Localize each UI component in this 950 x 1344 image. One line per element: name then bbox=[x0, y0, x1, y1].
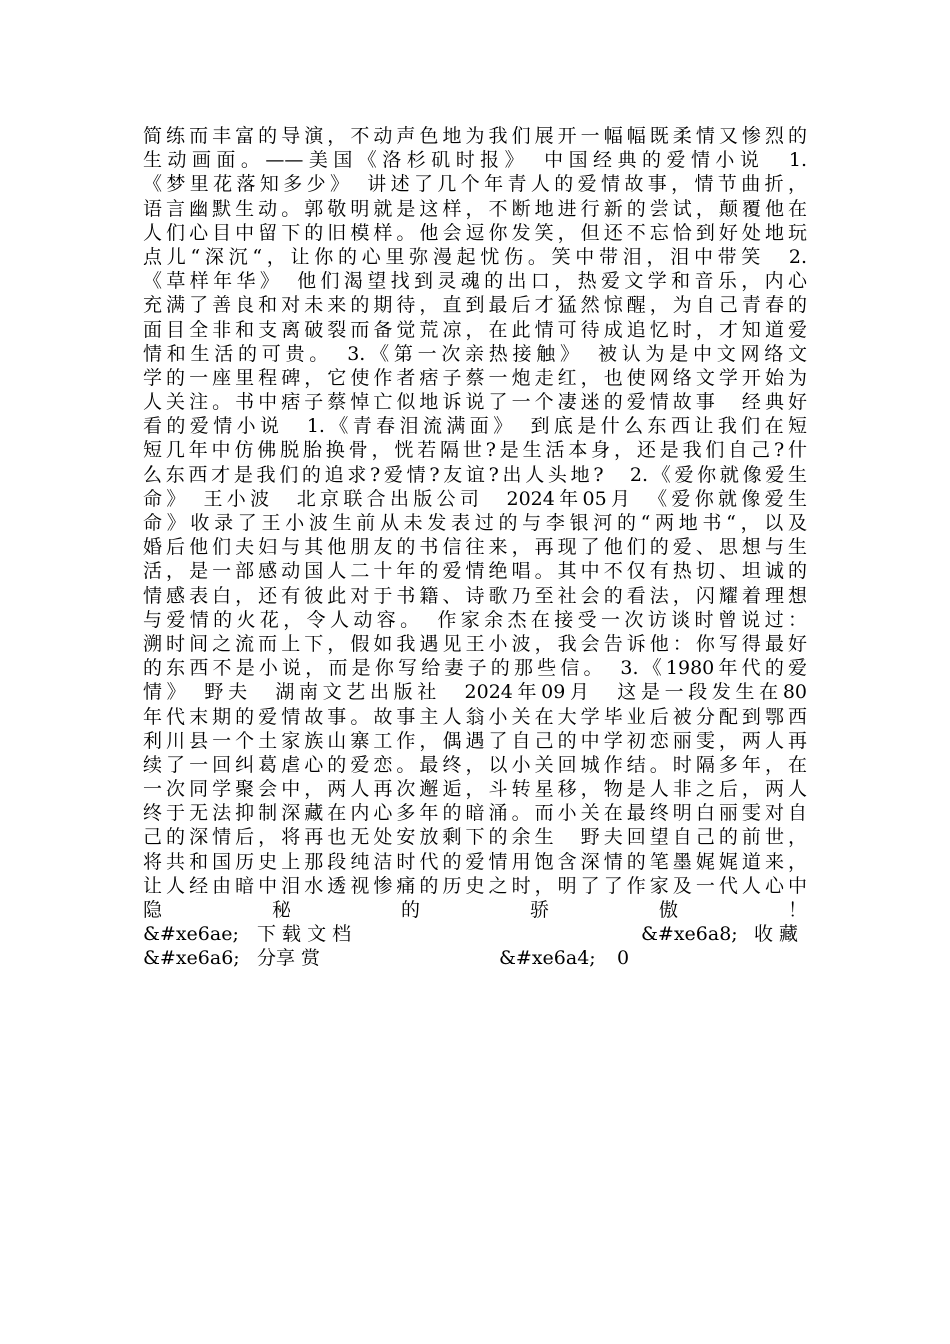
text-line: 简练而丰富的导演，不动声色地为我们展开一幅幅既柔情又惨烈的 bbox=[143, 125, 807, 147]
text-line: 续了一回纠葛虐心的爱恋。最终，以小关回城作结。时隔多年，在 bbox=[143, 753, 807, 776]
text-line: 语言幽默生动。郭敬明就是这样，不断地进行新的尝试，颠覆他在 bbox=[143, 197, 807, 220]
text-line: 终于无法抑制深藏在内心多年的暗涌。而小关在最终明白丽雯对自 bbox=[143, 802, 807, 825]
document-body bbox=[143, 124, 807, 971]
text-line: 让人经由暗中泪水透视惨痛的历史之时，明了了作家及一代人心中 bbox=[143, 874, 807, 897]
text-line: 命》 王小波 北京联合出版公司 2024年05月 《爱你就像爱生 bbox=[143, 487, 807, 510]
text-line: 己的深情后，将再也无处安放剩下的余生 野夫回望自己的前世， bbox=[143, 826, 807, 849]
text-line: 婚后他们夫妇与其他朋友的书信往来，再现了他们的爱、思想与生 bbox=[143, 536, 807, 559]
text-line: 情感表白，还有彼此对于书籍、诗歌乃至社会的看法，闪耀着理想 bbox=[143, 584, 807, 607]
text-line: 命》收录了王小波生前从未发表过的与李银河的“两地书“，以及 bbox=[143, 512, 807, 534]
share-icon-code[interactable]: &#xe6a6; bbox=[143, 947, 240, 970]
download-icon-code[interactable]: &#xe6ae; bbox=[143, 923, 239, 946]
text-line: 充满了善良和对未来的期待，直到最后才猛然惊醒，为自己青春的 bbox=[143, 294, 807, 317]
text-line: 溯时间之流而上下，假如我遇见王小波，我会告诉他：你写得最好 bbox=[143, 632, 807, 655]
text-line: 利川县一个土家族山寨工作，偶遇了自己的中学初恋丽雯，两人再 bbox=[143, 729, 807, 752]
footer-row-2 bbox=[143, 946, 807, 970]
text-line: 隐 秘 的 骄 傲 ！ bbox=[143, 899, 807, 921]
text-line: 情》 野夫 湖南文艺出版社 2024年09月 这是一段发生在80 bbox=[143, 681, 807, 704]
text-line: 看的爱情小说 1.《青春泪流满面》 到底是什么东西让我们在短 bbox=[143, 415, 807, 438]
text-line: 情和生活的可贵。 3.《第一次亲热接触》 被认为是中文网络文 bbox=[143, 342, 807, 365]
text-line: 一次同学聚会中，两人再次邂逅，斗转星移，物是人非之后，两人 bbox=[143, 778, 807, 801]
text-line: 与爱情的火花，令人动容。 作家余杰在接受一次访谈时曾说过： bbox=[143, 608, 807, 631]
count-value: 0 bbox=[617, 947, 630, 970]
text-line: 么东西才是我们的追求?爱情?友谊?出人头地? 2.《爱你就像爱生 bbox=[143, 463, 807, 486]
text-line: 短几年中仿佛脱胎换骨，恍若隔世?是生活本身，还是我们自己?什 bbox=[143, 439, 807, 462]
text-line: 学的一座里程碑，它使作者痞子蔡一炮走红，也使网络文学开始为 bbox=[143, 366, 807, 389]
footer-row-1 bbox=[143, 922, 807, 946]
text-line: 的东西不是小说，而是你写给妻子的那些信。 3.《1980年代的爱 bbox=[143, 657, 807, 680]
text-line: 人们心目中留下的旧模样。他会逗你发笑，但还不忘恰到好处地玩 bbox=[143, 221, 807, 244]
text-line: 点儿“深沉“，让你的心里弥漫起忧伤。笑中带泪，泪中带笑 2. bbox=[143, 245, 807, 268]
text-line: 《梦里花落知多少》 讲述了几个年青人的爱情故事，情节曲折， bbox=[143, 173, 807, 196]
favorite-icon-code[interactable]: &#xe6a8; bbox=[641, 923, 738, 946]
text-line: 将共和国历史上那段纯洁时代的爱情用饱含深情的笔墨娓娓道来， bbox=[143, 850, 807, 873]
text-line: 生动画面。——美国《洛杉矶时报》 中国经典的爱情小说 1. bbox=[143, 149, 807, 172]
text-line: 《草样年华》 他们渴望找到灵魂的出口，热爱文学和音乐，内心 bbox=[143, 270, 807, 293]
text-line: 面目全非和支离破裂而备觉荒凉，在此情可待成追忆时，才知道爱 bbox=[143, 318, 807, 341]
text-line: 活，是一部感动国人二十年的爱情绝唱。其中不仅有热切、坦诚的 bbox=[143, 560, 807, 583]
text-line: 年代末期的爱情故事。故事主人翁小关在大学毕业后被分配到鄂西 bbox=[143, 705, 807, 728]
share-reward-link[interactable]: 分享 赏 bbox=[257, 947, 321, 970]
paragraph bbox=[143, 124, 807, 922]
favorite-link[interactable]: 收 藏 bbox=[754, 923, 799, 946]
download-document-link[interactable]: 下 载 文 档 bbox=[257, 923, 352, 946]
count-icon-code: &#xe6a4; bbox=[499, 947, 596, 970]
text-line: 人关注。书中痞子蔡悼亡似地诉说了一个凄迷的爱情故事 经典好 bbox=[143, 391, 807, 414]
